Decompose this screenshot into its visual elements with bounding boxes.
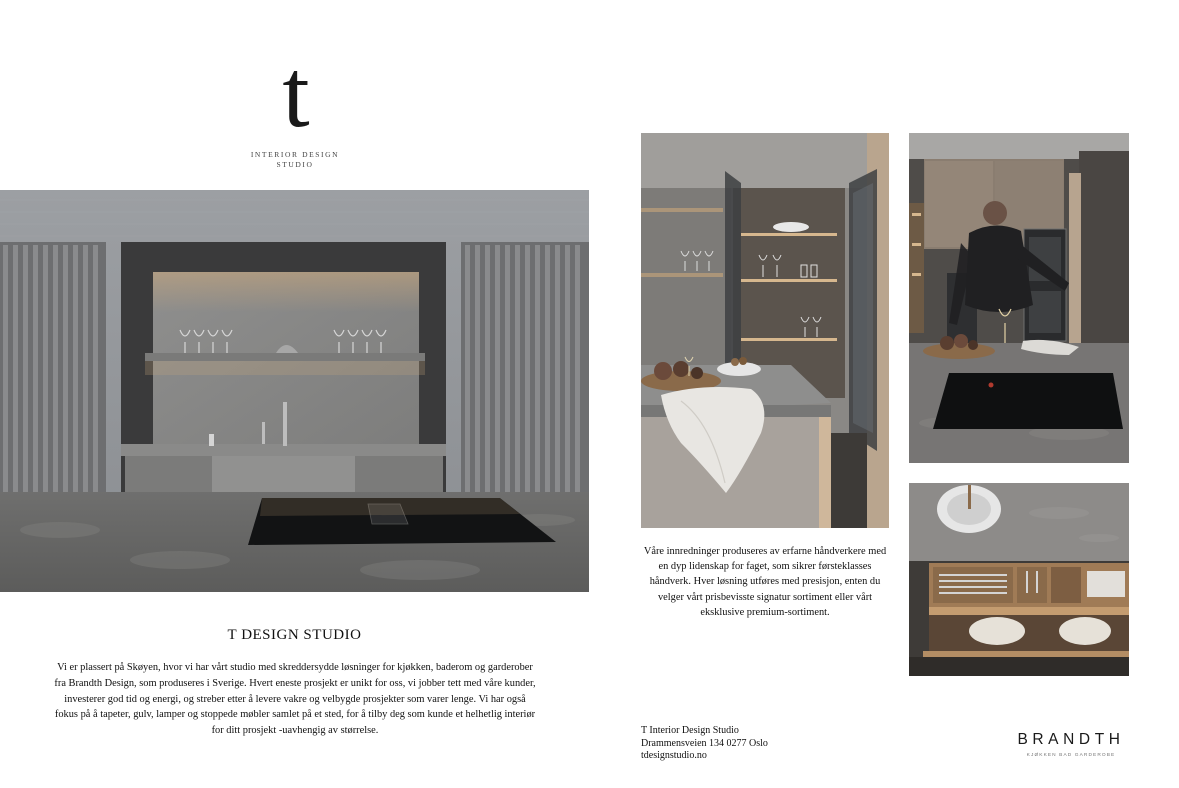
studio-logo-mark (268, 38, 324, 138)
person-cooking-photo (909, 133, 1129, 463)
intro-paragraph: Vi er plassert på Skøyen, hvor vi har vårt studio med skreddersydde løsninger for kjøkken, baderom og garderober fra Brandth Design, som produseres i Sverige. Hvert eneste prosjekt er unikt for oss, vi jobber tett med våre kunder, investerer god tid og energi, og streber etter å levere vakre og velbygde prosjekter som varer lenge. Vi har også fokus på å tapeter, gulv, lamper og stoppede møbler samlet på et sted, for å tilby deg som kunde et helhetlig interiør for ditt prosjekt -uavhengig av størrelse. (54, 662, 536, 737)
drawer-photo (909, 483, 1129, 676)
kitchen-photo-main (0, 190, 589, 592)
craftsmanship-paragraph: Våre innredninger produseres av erfarne håndverkere med en dyp lidenskap for faget, som sikrer førsteklasses håndverk. Hver løsning utføres med presisjon, enten du velger vårt prisbevisste signatur sortiment eller vårt eksklusive premium-sortiment. (643, 546, 887, 618)
contact-address: Drammensveien 134 0277 Oslo (641, 737, 768, 749)
logo-subtitle (230, 150, 360, 170)
logo-subtitle-line1: INTERIOR DESIGN (250, 150, 340, 159)
logo-subtitle-line2: STUDIO (276, 160, 314, 169)
brandth-tagline: KJØKKEN BAD GARDEROBE (1026, 753, 1116, 758)
contact-website[interactable]: tdesignstudio.no (641, 750, 707, 762)
page-title: T DESIGN STUDIO (227, 627, 362, 643)
brandth-logo: BRANDTH (1017, 731, 1125, 748)
contact-name: T Interior Design Studio (641, 725, 739, 736)
cabinet-photo (641, 133, 889, 528)
logo-letter: t (282, 40, 310, 138)
contact-block (641, 725, 768, 763)
